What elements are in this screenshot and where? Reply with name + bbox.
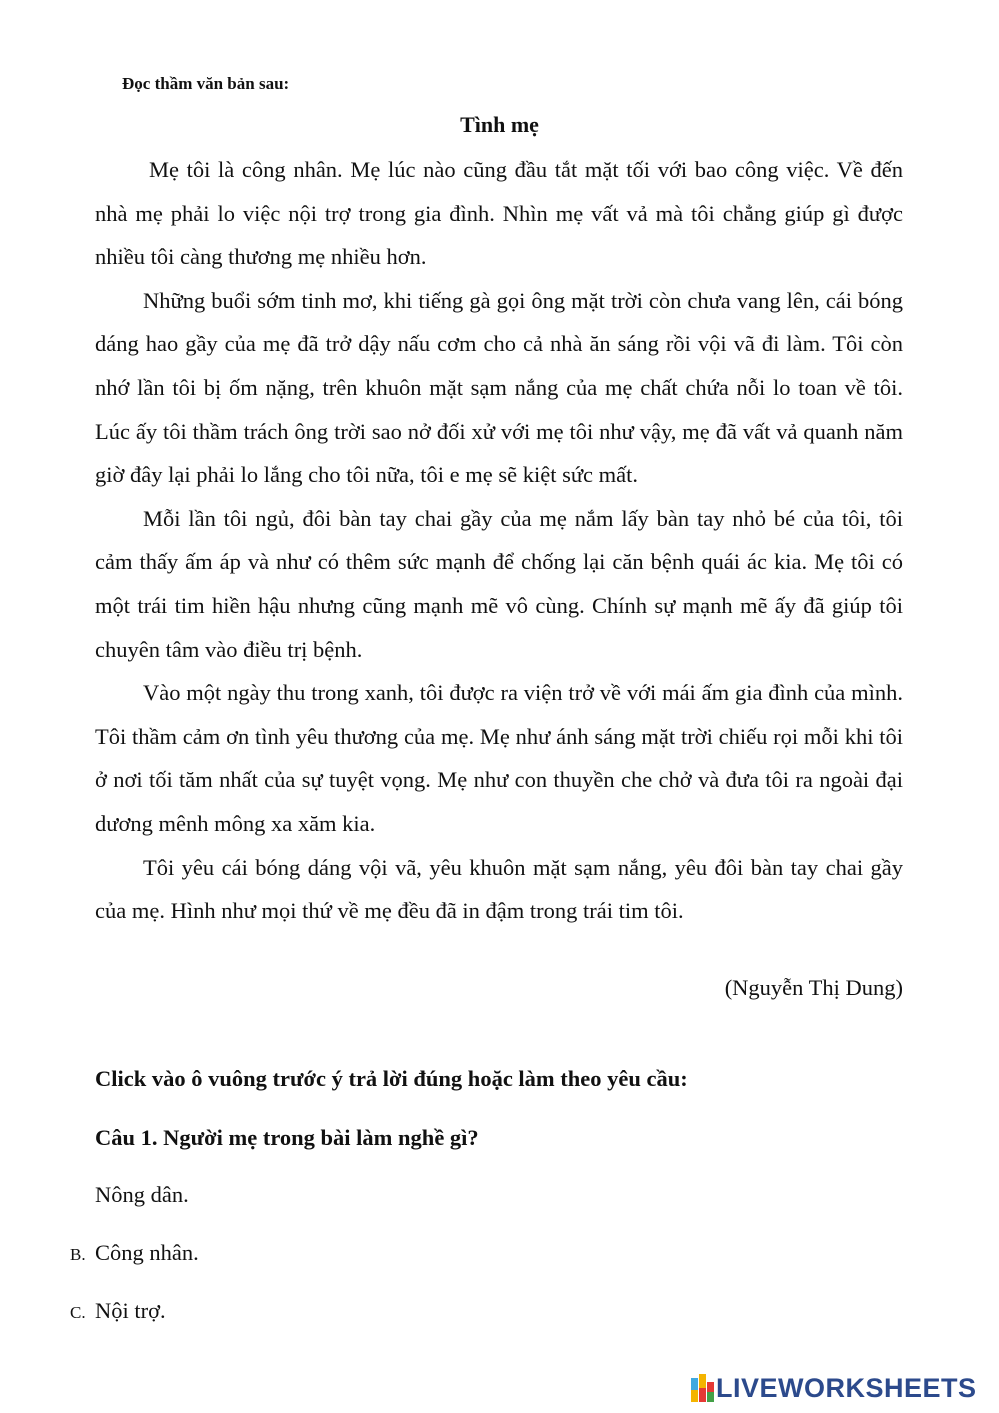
option-text: Nội trợ.: [95, 1298, 166, 1323]
answer-option-b[interactable]: [70, 1240, 199, 1274]
passage-paragraph-5: Tôi yêu cái bóng dáng vội vã, yêu khuôn mặt sạm nắng, yêu đôi bàn tay chai gầy của mẹ. Hình như mọi thứ về mẹ đều đã in đậm trong trái tim tôi.: [95, 854, 903, 924]
option-text: Nông dân.: [95, 1182, 189, 1207]
option-letter: C.: [70, 1303, 86, 1322]
passage-title: Tình mẹ: [460, 112, 539, 137]
task-instruction: Click vào ô vuông trước ý trả lời đúng hoặc làm theo yêu cầu:: [95, 1066, 688, 1091]
liveworksheets-logo-icon: [691, 1374, 713, 1402]
instruction-text: Đọc thầm văn bản sau:: [122, 74, 290, 93]
passage-paragraph-4: Vào một ngày thu trong xanh, tôi được ra viện trở về với mái ấm gia đình của mình. Tôi thầm cảm ơn tình yêu thương của mẹ. Mẹ như ánh sáng mặt trời chiếu rọi mỗi khi tôi ở nơi tối tăm nhất của sự tuyệt vọng. Mẹ như con thuyền che chở và đưa tôi ra ngoài đại dương mênh mông xa xăm kia.: [95, 680, 903, 836]
option-letter: B.: [70, 1245, 86, 1264]
reading-passage: [95, 148, 903, 933]
passage-paragraph-2: Những buổi sớm tinh mơ, khi tiếng gà gọi ông mặt trời còn chưa vang lên, cái bóng dáng hao gầy của mẹ đã trở dậy nấu cơm cho cả nhà ăn sáng rồi vội vã đi làm. Tôi còn nhớ lần tôi bị ốm nặng, trên khuôn mặt sạm nắng của mẹ chất chứa nỗi lo toan về tôi. Lúc ấy tôi thầm trách ông trời sao nở đối xử với mẹ tôi như vậy, mẹ đã vất vả quanh năm giờ đây lại phải lo lắng cho tôi nữa, tôi e mẹ sẽ kiệt sức mất.: [95, 287, 903, 488]
liveworksheets-logo: [691, 1370, 991, 1406]
question-1-label: Câu 1. Người mẹ trong bài làm nghề gì?: [95, 1125, 479, 1150]
answer-option-c[interactable]: [70, 1298, 166, 1332]
liveworksheets-logo-text: LIVEWORKSHEETS: [716, 1372, 977, 1403]
passage-paragraph-3: Mỗi lần tôi ngủ, đôi bàn tay chai gầy của mẹ nắm lấy bàn tay nhỏ bé của tôi, tôi cảm thấy ấm áp và như có thêm sức mạnh để chống lại căn bệnh quái ác kia. Mẹ tôi có một trái tim hiền hậu nhưng cũng mạnh mẽ vô cùng. Chính sự mạnh mẽ ấy đã giúp tôi chuyên tâm vào điều trị bệnh.: [95, 505, 903, 662]
passage-author: (Nguyễn Thị Dung): [724, 975, 903, 1000]
answer-option-a[interactable]: [70, 1182, 189, 1216]
option-text: Công nhân.: [95, 1240, 199, 1265]
passage-paragraph-1: Mẹ tôi là công nhân. Mẹ lúc nào cũng đầu tắt mặt tối với bao công việc. Về đến nhà mẹ phải lo việc nội trợ trong gia đình. Nhìn mẹ vất vả mà tôi chẳng giúp gì được nhiều tôi càng thương mẹ nhiều hơn.: [95, 157, 903, 270]
